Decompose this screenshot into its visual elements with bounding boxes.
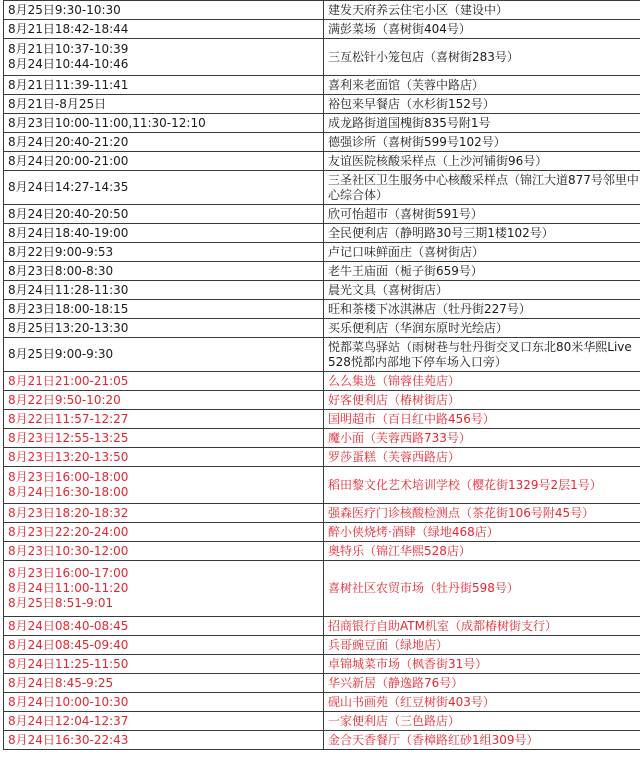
table-row <box>4 243 640 262</box>
table-row <box>4 467 640 504</box>
time-range: 8月23日22:20-24:00 <box>8 524 129 539</box>
place-cell: 喜树社区农贸市场（牡丹街598号） <box>324 561 640 617</box>
table-row <box>4 133 640 152</box>
time-range: 8月21日18:42-18:44 <box>8 21 129 36</box>
time-range: 8月25日9:30-10:30 <box>8 2 121 17</box>
place-cell: 么么集选（锦蓉佳苑店） <box>324 372 640 391</box>
place-cell: 砚山书画苑（红豆树街403号） <box>324 693 640 712</box>
table-row <box>4 655 640 674</box>
table-row <box>4 372 640 391</box>
time-cell <box>4 467 324 504</box>
time-cell <box>4 712 324 731</box>
table-row <box>4 504 640 523</box>
table-row <box>4 205 640 224</box>
time-cell <box>4 523 324 542</box>
time-range: 8月24日8:45-9:25 <box>8 675 114 690</box>
table-row <box>4 338 640 372</box>
time-range: 8月24日11:28-11:30 <box>8 282 129 297</box>
time-cell <box>4 338 324 372</box>
time-cell <box>4 561 324 617</box>
table-row <box>4 542 640 561</box>
place-cell: 老牛王庙面（栀子街659号） <box>324 262 640 281</box>
time-range: 8月23日10:00-11:00,11:30-12:10 <box>8 115 206 130</box>
place-cell: 德强诊所（喜树街599号102号） <box>324 133 640 152</box>
table-row <box>4 152 640 171</box>
time-cell <box>4 95 324 114</box>
time-cell <box>4 391 324 410</box>
time-range: 8月21日-8月25日 <box>8 96 107 111</box>
place-cell: 建发天府养云住宅小区（建设中） <box>324 1 640 20</box>
place-cell: 稻田黎文化艺术培训学校（樱花街1329号2层1号） <box>324 467 640 504</box>
place-cell: 一家便利店（三色路店） <box>324 712 640 731</box>
time-cell <box>4 731 324 750</box>
time-cell <box>4 243 324 262</box>
time-cell <box>4 205 324 224</box>
time-range: 8月22日11:57-12:27 <box>8 411 129 426</box>
place-cell: 友谊医院核酸采样点（上沙河铺街96号） <box>324 152 640 171</box>
time-cell <box>4 448 324 467</box>
table-row <box>4 262 640 281</box>
table-row <box>4 95 640 114</box>
time-cell <box>4 504 324 523</box>
time-cell <box>4 171 324 205</box>
time-range: 8月24日11:25-11:50 <box>8 656 129 671</box>
table-row <box>4 429 640 448</box>
time-range: 8月23日16:00-18:00 <box>8 470 129 485</box>
table-row <box>4 20 640 39</box>
time-cell <box>4 133 324 152</box>
time-range: 8月24日20:40-20:50 <box>8 206 129 221</box>
place-cell: 旺和茶楼下冰淇淋店（牡丹街227号） <box>324 300 640 319</box>
time-cell <box>4 429 324 448</box>
place-cell: 晨光文具（喜树街店） <box>324 281 640 300</box>
time-cell <box>4 262 324 281</box>
place-cell: 强森医疗门诊核酸检测点（茶花街106号附45号） <box>324 504 640 523</box>
time-range: 8月21日11:39-11:41 <box>8 77 129 92</box>
place-cell: 奥特乐（锦江华熙528店） <box>324 542 640 561</box>
table-row <box>4 76 640 95</box>
place-cell: 成龙路街道国槐街835号附1号 <box>324 114 640 133</box>
time-range: 8月23日12:55-13:25 <box>8 430 129 445</box>
time-cell <box>4 410 324 429</box>
time-range: 8月21日10:37-10:39 <box>8 42 129 57</box>
table-row <box>4 561 640 617</box>
place-cell: 招商银行自助ATM机室（成都椿树街支行） <box>324 617 640 636</box>
table-row <box>4 636 640 655</box>
place-cell: 兵哥豌豆面（绿地店） <box>324 636 640 655</box>
table-row <box>4 617 640 636</box>
time-cell <box>4 20 324 39</box>
time-cell <box>4 300 324 319</box>
time-range: 8月23日8:00-8:30 <box>8 263 114 278</box>
table-row <box>4 693 640 712</box>
place-cell: 醉小侠烧烤·酒肆（绿地468店） <box>324 523 640 542</box>
place-cell: 悦都菜鸟驿站（雨树巷与牡丹街交叉口东北80米华熙Live528悦都内部地下停车场入口旁） <box>324 338 640 372</box>
table-row <box>4 674 640 693</box>
time-range: 8月25日9:00-9:30 <box>8 347 114 362</box>
place-cell: 全民便利店（静明路30号三期1楼102号） <box>324 224 640 243</box>
time-range: 8月24日08:45-09:40 <box>8 637 129 652</box>
time-cell <box>4 114 324 133</box>
time-range: 8月22日9:50-10:20 <box>8 392 121 407</box>
table-row <box>4 39 640 76</box>
place-cell: 卓锦城菜市场（枫香街31号） <box>324 655 640 674</box>
place-cell: 喜利来老面馆（芙蓉中路店） <box>324 76 640 95</box>
place-cell: 华兴新居（静逸路76号） <box>324 674 640 693</box>
table-row <box>4 319 640 338</box>
time-range: 8月24日20:00-21:00 <box>8 153 129 168</box>
time-cell <box>4 76 324 95</box>
time-cell <box>4 319 324 338</box>
table-row <box>4 712 640 731</box>
time-cell <box>4 617 324 636</box>
table-row <box>4 1 640 20</box>
time-range: 8月24日10:00-10:30 <box>8 694 129 709</box>
time-range: 8月23日18:00-18:15 <box>8 301 129 316</box>
time-cell <box>4 1 324 20</box>
table-row <box>4 171 640 205</box>
time-range: 8月24日12:04-12:37 <box>8 713 129 728</box>
time-cell <box>4 152 324 171</box>
table-row <box>4 523 640 542</box>
place-cell: 好客便利店（椿树街店） <box>324 391 640 410</box>
time-range: 8月21日21:00-21:05 <box>8 373 129 388</box>
time-range: 8月24日20:40-21:20 <box>8 134 129 149</box>
time-cell <box>4 224 324 243</box>
time-cell <box>4 674 324 693</box>
place-cell: 魔小面（芙蓉西路733号） <box>324 429 640 448</box>
table-row <box>4 300 640 319</box>
time-range: 8月24日10:44-10:46 <box>8 57 129 72</box>
time-range: 8月23日18:20-18:32 <box>8 505 129 520</box>
table-body <box>4 1 640 750</box>
table-row <box>4 114 640 133</box>
time-cell <box>4 636 324 655</box>
place-cell: 满彭菜场（喜树街404号） <box>324 20 640 39</box>
table-row <box>4 391 640 410</box>
time-range: 8月23日13:20-13:50 <box>8 449 129 464</box>
time-cell <box>4 372 324 391</box>
table-row <box>4 448 640 467</box>
time-cell <box>4 542 324 561</box>
time-range: 8月24日16:30-18:00 <box>8 485 129 500</box>
exposure-locations-table <box>3 0 640 750</box>
time-range: 8月24日18:40-19:00 <box>8 225 129 240</box>
time-range: 8月25日8:51-9:01 <box>8 596 114 611</box>
place-cell: 买乐便利店（华润东原时光绘店） <box>324 319 640 338</box>
table-row <box>4 281 640 300</box>
time-cell <box>4 281 324 300</box>
time-range: 8月22日9:00-9:53 <box>8 244 114 259</box>
time-range: 8月24日11:00-11:20 <box>8 581 129 596</box>
time-range: 8月24日08:40-08:45 <box>8 618 129 633</box>
place-cell: 金合天香餐厅（香樟路红砂1组309号） <box>324 731 640 750</box>
place-cell: 罗莎蛋糕（芙蓉西路店） <box>324 448 640 467</box>
table-row <box>4 410 640 429</box>
time-range: 8月25日13:20-13:30 <box>8 320 129 335</box>
place-cell: 裕包来早餐店（水杉街152号） <box>324 95 640 114</box>
place-cell: 欣可怡超市（喜树街591号） <box>324 205 640 224</box>
time-range: 8月24日16:30-22:43 <box>8 732 129 747</box>
time-cell <box>4 693 324 712</box>
time-cell <box>4 655 324 674</box>
place-cell: 国明超市（百日红中路456号） <box>324 410 640 429</box>
time-range: 8月23日16:00-17:00 <box>8 566 129 581</box>
time-range: 8月24日14:27-14:35 <box>8 180 129 195</box>
table-row <box>4 224 640 243</box>
place-cell: 三圣社区卫生服务中心核酸采样点（锦江大道877号邻里中心综合体） <box>324 171 640 205</box>
time-cell <box>4 39 324 76</box>
place-cell: 三亙松针小笼包店（喜树街283号） <box>324 39 640 76</box>
table-row <box>4 731 640 750</box>
time-range: 8月23日10:30-12:00 <box>8 543 129 558</box>
place-cell: 卢记口味鲜面庄（喜树街店） <box>324 243 640 262</box>
